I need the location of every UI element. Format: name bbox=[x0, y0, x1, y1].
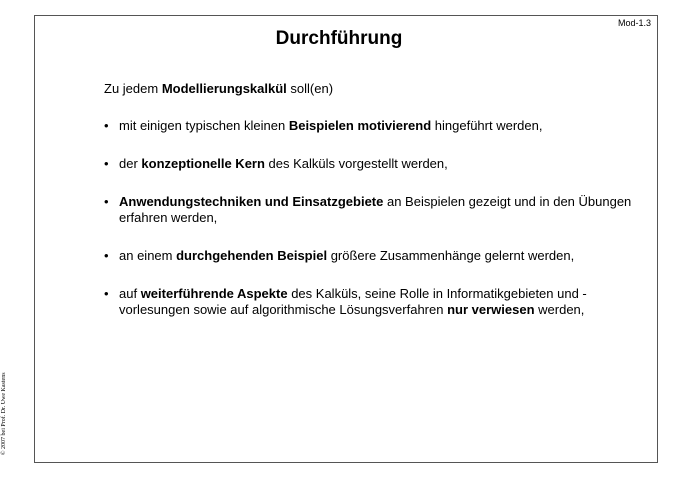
bullet-item-core bbox=[104, 156, 634, 172]
intro-line bbox=[104, 81, 333, 96]
intro-suffix: soll(en) bbox=[286, 81, 334, 96]
bullet-item-application bbox=[104, 194, 634, 226]
bullet-text: an einem bbox=[119, 248, 177, 263]
intro-prefix: Zu jedem bbox=[104, 81, 162, 96]
bullet-icon: • bbox=[104, 248, 109, 263]
bullet-text: an Beispielen gezeigt und in den Übungen erfahren werden, bbox=[119, 194, 632, 225]
bullet-bold-text: durchgehenden Beispiel bbox=[176, 248, 328, 263]
bullet-item-advanced bbox=[104, 286, 634, 318]
bullet-text: werden, bbox=[534, 302, 585, 317]
bullet-bold-text: Beispielen motivierend bbox=[288, 118, 432, 133]
bullet-text: mit einigen typischen kleinen bbox=[119, 118, 289, 133]
bullet-text: hingeführt werden, bbox=[431, 118, 543, 133]
bullet-bold-text: Anwendungstechniken und Einsatzgebiete bbox=[119, 194, 384, 209]
bullet-icon: • bbox=[104, 286, 109, 301]
bullet-text: des Kalküls vorgestellt werden, bbox=[264, 156, 448, 171]
bullet-icon: • bbox=[104, 194, 109, 209]
bullet-list bbox=[104, 118, 634, 318]
bullet-item-example bbox=[104, 248, 634, 264]
bullet-icon: • bbox=[104, 118, 109, 133]
bullet-text: der bbox=[119, 156, 142, 171]
bullet-bold-text: nur verwiesen bbox=[447, 302, 535, 317]
copyright-notice: © 2007 bei Prof. Dr. Uwe Kastens bbox=[1, 372, 7, 455]
bullet-bold-text: konzeptionelle Kern bbox=[141, 156, 265, 171]
bullet-text: größere Zusammenhänge gelernt werden, bbox=[327, 248, 575, 263]
bullet-item-motivation bbox=[104, 118, 634, 134]
bullet-text: des Kalküls, seine Rolle in Informatikgebieten und -vorlesungen sowie auf algorithmische Lösungsverfahren bbox=[119, 286, 587, 317]
bullet-bold-text: weiterführende Aspekte bbox=[140, 286, 288, 301]
bullet-icon: • bbox=[104, 156, 109, 171]
slide-id: Mod-1.3 bbox=[617, 18, 651, 28]
intro-bold: Modellierungskalkül bbox=[161, 81, 287, 96]
slide-title: Durchführung bbox=[275, 28, 403, 49]
bullet-text: auf bbox=[119, 286, 141, 301]
